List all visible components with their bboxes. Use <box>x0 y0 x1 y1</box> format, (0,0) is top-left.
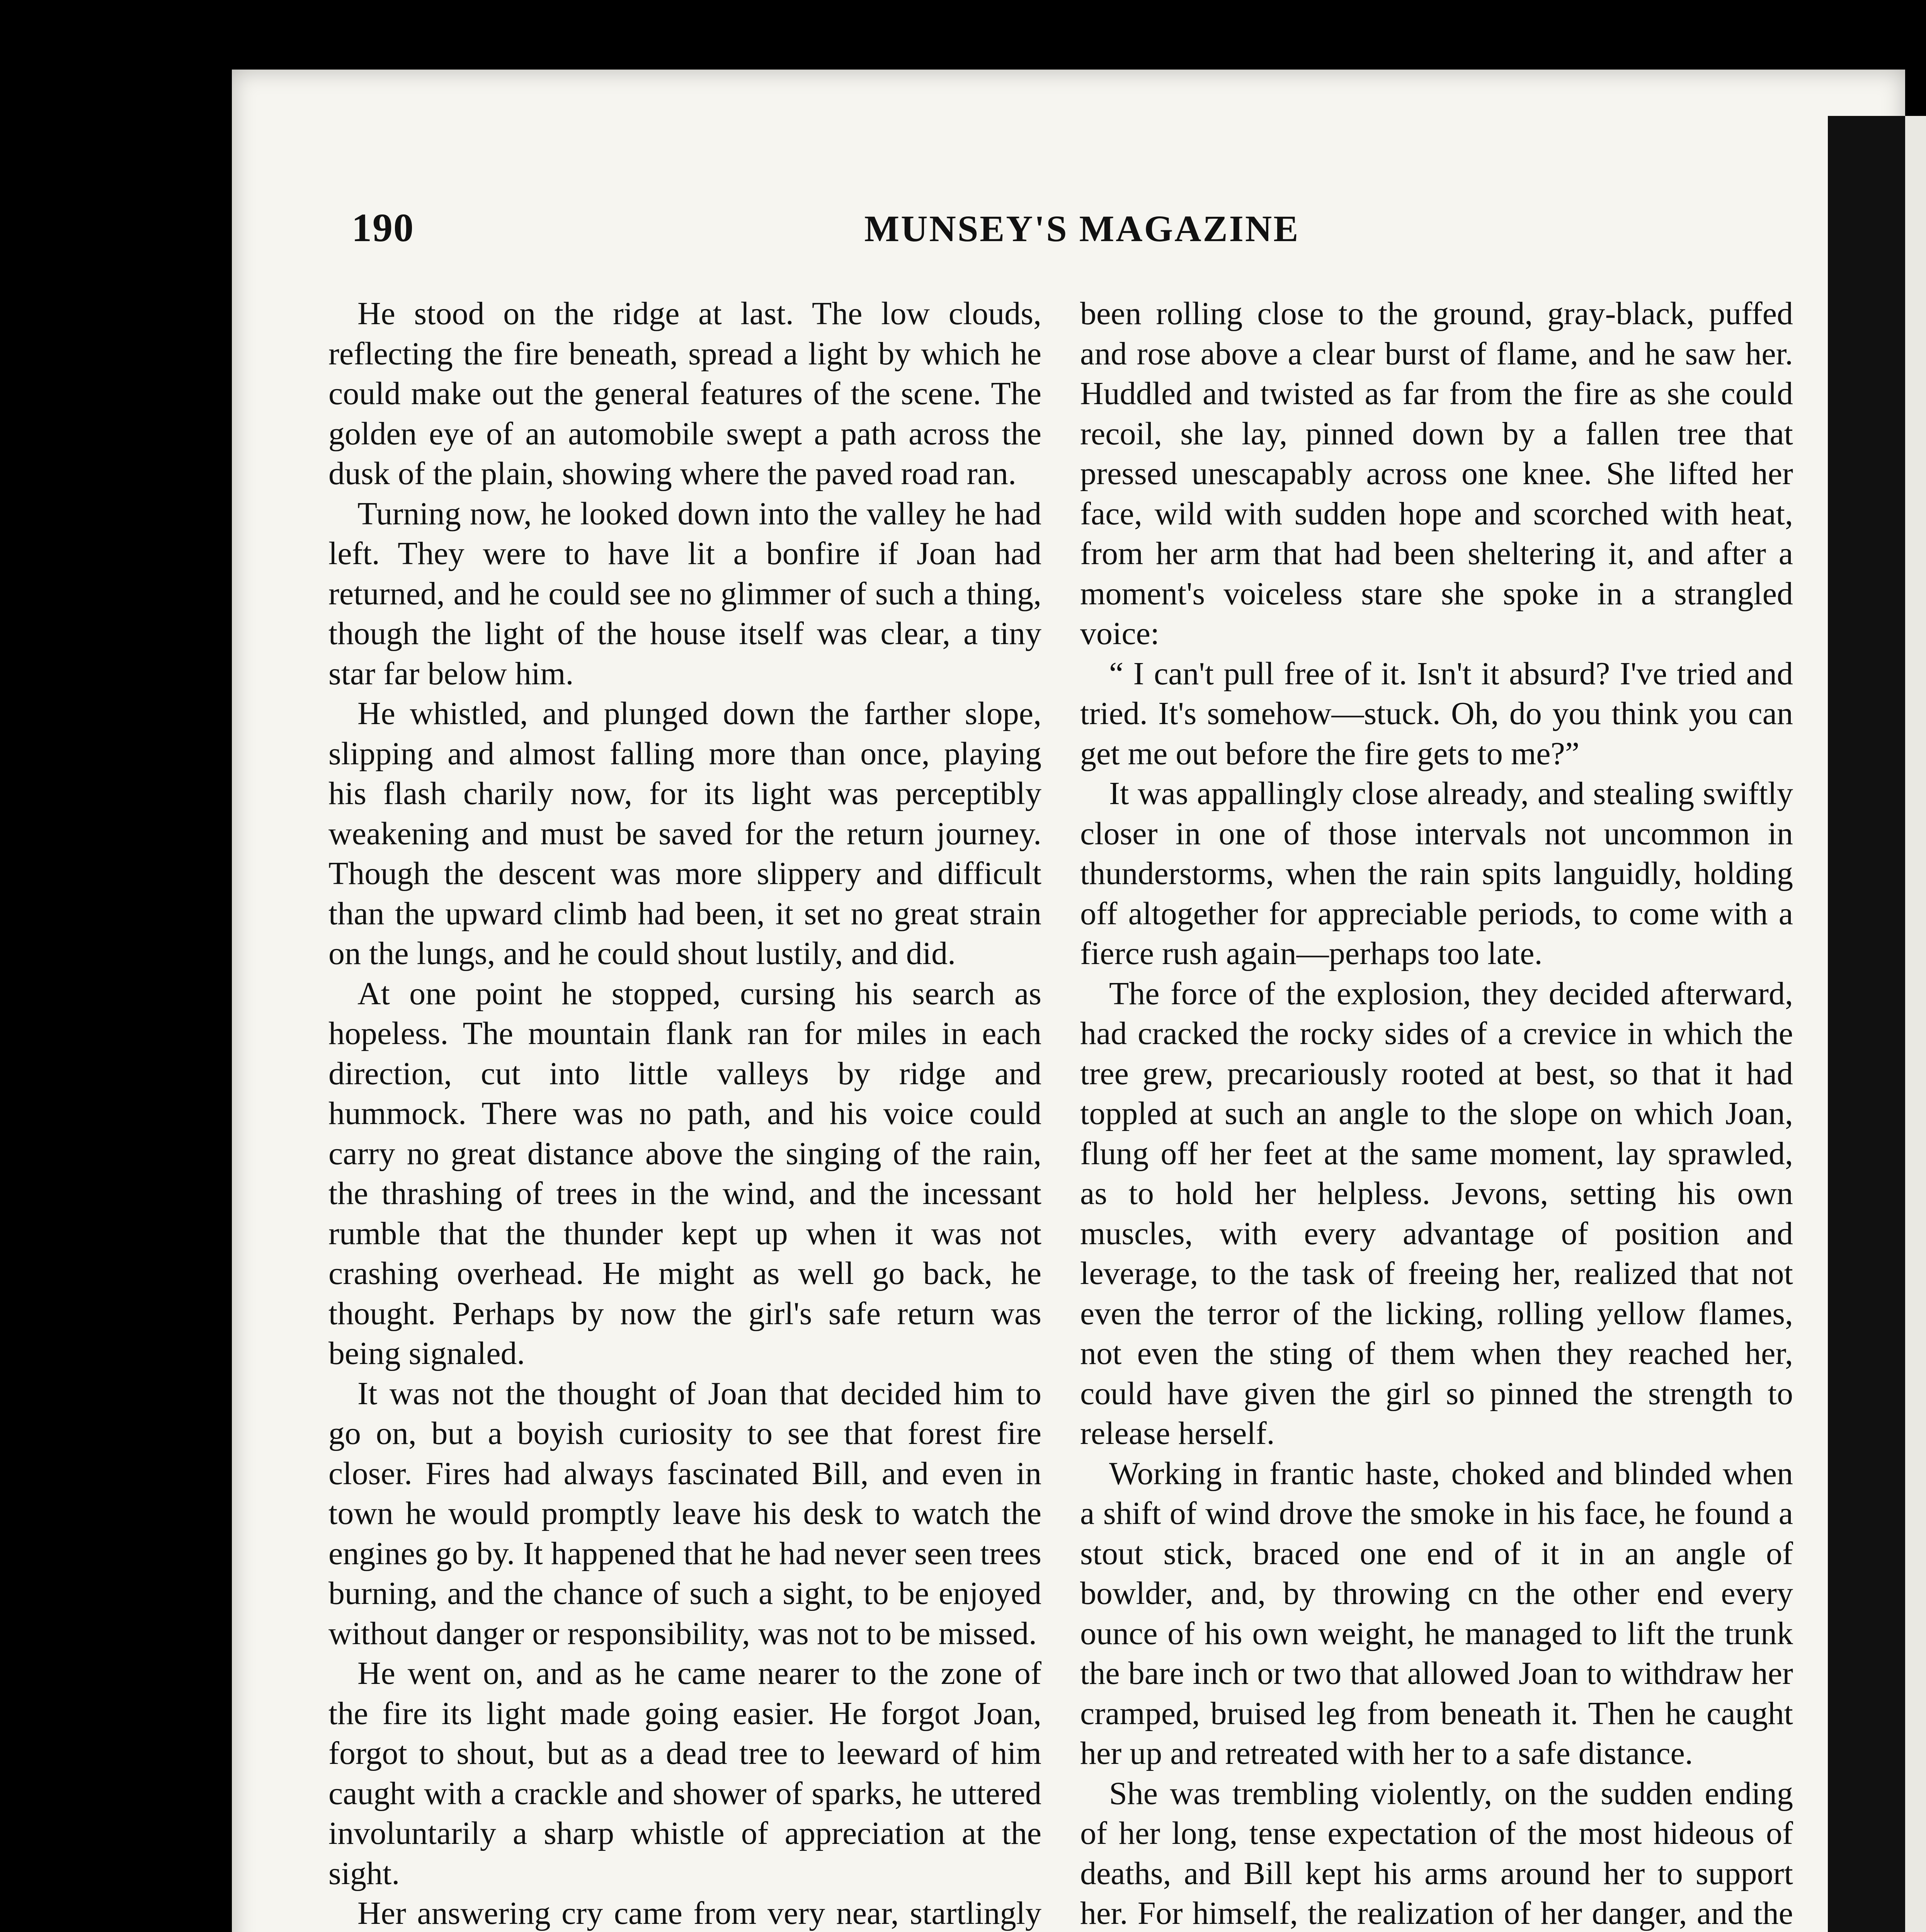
paragraph: He went on, and as he came nearer to the zone of the fire its light made going easier. He forgot Joan, forgot to shout, but as a dead tree to leeward of him caught with a crackle and shower of sparks, he uttered involuntarily a sharp whistle of appreciation at the sight. <box>328 1655 1041 1891</box>
running-title: MUNSEY'S MAGAZINE <box>864 208 1300 249</box>
right-column <box>1080 294 1793 1932</box>
page-header <box>352 205 1812 259</box>
next-page-edge <box>1905 116 1926 1932</box>
paragraph: She was trembling violently, on the sudden ending of her long, tense expectation of the most hideous of deaths, and Bill kept his arms around her to support her. For himself, the realization of her danger, and the <box>1080 1775 1793 1931</box>
paragraph-continuation: been rolling close to the ground, gray-black, puffed and rose above a clear burst of flame, and he saw her. Huddled and twisted as far from the fire as she could recoil, she lay, pinned down by a fallen tree that pressed unescapably across one knee. She lifted her face, wild with sudden hope and scorched with heat, from her arm that had been sheltering it, and after a moment's voiceless stare she spoke in a strangled voice: <box>1080 296 1793 651</box>
paragraph: Turning now, he looked down into the valley he had left. They were to have lit a bonfire if Joan had returned, and he could see no glimmer of such a thing, though the light of the house itself was clear, a tiny star far below him. <box>328 495 1041 692</box>
paragraph: It was not the thought of Joan that decided him to go on, but a boyish curiosity to see that forest fire closer. Fires had always fascinated Bill, and even in town he would promptly leave his desk to watch the engines go by. It happened that he had never seen trees burning, and the chance of such a sight, to be enjoyed without danger or responsibility, was not to be missed. <box>328 1375 1041 1651</box>
paragraph: He whistled, and plunged down the farther slope, slipping and almost falling more than once, playing his flash charily now, for its light was perceptibly weakening and must be saved for the return journey. Though the descent was more slippery and difficult than the upward climb had been, it set no great strain on the lungs, and he could shout lustily, and did. <box>328 696 1041 971</box>
left-column <box>328 294 1041 1932</box>
page-number: 190 <box>352 206 414 250</box>
paragraph: He stood on the ridge at last. The low clouds, reflecting the fire beneath, spread a light by which he could make out the general features of the scene. The golden eye of an automobile swept a path across the dusk of the plain, showing where the paved road ran. <box>328 296 1041 492</box>
paragraph: Her answering cry came from very near, startlingly <box>357 1895 1041 1931</box>
next-page-gutter <box>1828 116 1905 1932</box>
paragraph: Working in frantic haste, choked and blinded when a shift of wind drove the smoke in his face, he found a stout stick, braced one end of it in an angle of bowlder, and, by throwing cn the other end every ounce of his own weight, he managed to lift the trunk the bare inch or two that allowed Joan to withdraw her cramped, bruised leg from beneath it. Then he caught her up and retreated with her to a safe distance. <box>1080 1455 1793 1771</box>
paragraph: The force of the explosion, they decided afterward, had cracked the rocky sides of a crevice in which the tree grew, precariously rooted at best, so that it had toppled at such an angle to the slope on which Joan, flung off her feet at the same moment, lay sprawled, as to hold her helpless. Jevons, setting his own muscles, with every advantage of position and leverage, to the task of freeing her, realized that not even the terror of the licking, rolling yellow flames, not even the sting of them when they reached her, could have given the girl so pinned the strength to release herself. <box>1080 975 1793 1451</box>
paragraph: At one point he stopped, cursing his search as hopeless. The mountain flank ran for miles in each direction, cut into little valleys by ridge and hummock. There was no path, and his voice could carry no great distance above the singing of the rain, the thrashing of trees in the wind, and the incessant rumble that the thunder kept up when it was not crashing overhead. He might as well go back, he thought. Perhaps by now the girl's safe return was being signaled. <box>328 975 1041 1371</box>
paragraph: It was appallingly close already, and stealing swiftly closer in one of those intervals not uncommon in thunderstorms, when the rain spits languidly, holding off altogether for appreciable periods, to come with a fierce rush again—perhaps too late. <box>1080 776 1793 971</box>
paragraph: “ I can't pull free of it. Isn't it absurd? I've tried and tried. It's somehow—stuck. Oh, do you think you can get me out before the fire gets to me?” <box>1080 655 1793 772</box>
